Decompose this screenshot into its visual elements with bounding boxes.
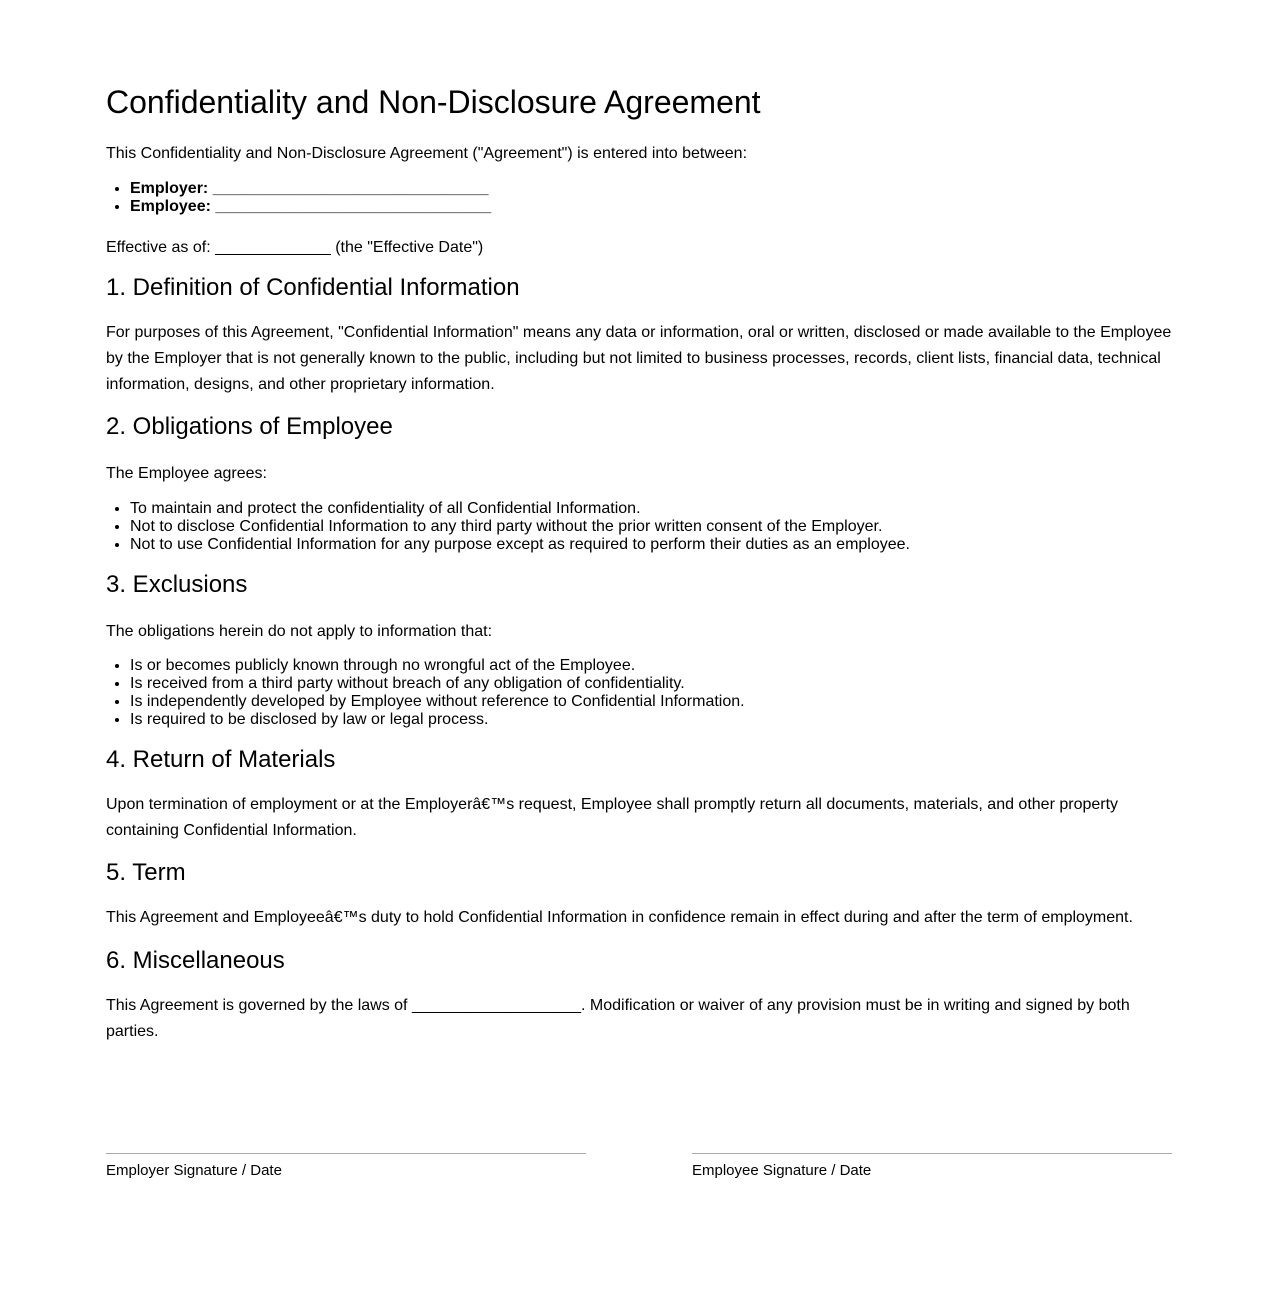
section-2	[106, 412, 1172, 442]
list-item: • Not to disclose Confidential Information to any third party without the prior written consent of the Employer.	[130, 518, 1172, 536]
section-2-body: The Employee agrees:	[106, 465, 267, 482]
employer-signature-label: Employer Signature / Date	[106, 1162, 282, 1179]
employer-signature-line	[106, 1153, 586, 1154]
employee-blank: _______________________________	[215, 198, 492, 215]
section-5	[106, 858, 1172, 888]
intro-paragraph: This Confidentiality and Non-Disclosure Agreement ("Agreement") is entered into between:	[106, 145, 748, 162]
list-item: • Is received from a third party without breach of any obligation of confidentiality.	[130, 675, 1172, 693]
section-1	[106, 273, 1172, 303]
party-employee: • Employee: _______________________________	[130, 198, 1172, 216]
section-6-body: This Agreement is governed by the laws of ___________________. Modification or waiver of any provision must be in writing and signed by both parties.	[106, 997, 1130, 1040]
section-3-body: The obligations herein do not apply to information that:	[106, 623, 493, 640]
section-3	[106, 570, 1172, 600]
section-4-body: Upon termination of employment or at the Employerâ€™s request, Employee shall promptly return all documents, materials, and other property containing Confidential Information.	[106, 796, 1119, 839]
section-2-list	[106, 500, 1172, 554]
section-heading: 4. Return of Materials	[106, 746, 336, 773]
parties-list	[106, 180, 1172, 216]
section-3-list	[106, 657, 1172, 729]
section-heading: 2. Obligations of Employee	[106, 413, 393, 440]
employee-signature-label: Employee Signature / Date	[692, 1162, 872, 1179]
section-heading: 1. Definition of Confidential Information	[106, 274, 520, 301]
section-6	[106, 946, 1172, 976]
list-item: • Is or becomes publicly known through no wrongful act of the Employee.	[130, 657, 1172, 675]
list-item: • To maintain and protect the confidentiality of all Confidential Information.	[130, 500, 1172, 518]
section-heading: 5. Term	[106, 859, 186, 886]
employee-signature-line	[692, 1153, 1172, 1154]
governing-law-blank: ___________________	[411, 997, 582, 1014]
section-1-body: For purposes of this Agreement, "Confidential Information" means any data or information, oral or written, disclosed or made available to the Employee by the Employer that is not generally known to the public, including but not limited to business processes, records, client lists, financial data, technical information, designs, and other proprietary information.	[106, 324, 1172, 393]
party-employer: • Employer: _______________________________	[130, 180, 1172, 198]
section-4	[106, 745, 1172, 775]
list-item: • Not to use Confidential Information for any purpose except as required to perform their duties as an employee.	[130, 536, 1172, 554]
section-heading: 6. Miscellaneous	[106, 947, 285, 974]
effective-date: Effective as of: _____________ (the "Effective Date")	[106, 239, 484, 256]
section-heading: 3. Exclusions	[106, 571, 248, 598]
employer-blank: _______________________________	[212, 180, 489, 197]
section-5-body: This Agreement and Employeeâ€™s duty to hold Confidential Information in confidence remain in effect during and after the term of employment.	[106, 909, 1133, 926]
list-item: • Is independently developed by Employee without reference to Confidential Information.	[130, 693, 1172, 711]
document-title: Confidentiality and Non-Disclosure Agreement	[106, 84, 761, 120]
list-item: • Is required to be disclosed by law or legal process.	[130, 711, 1172, 729]
